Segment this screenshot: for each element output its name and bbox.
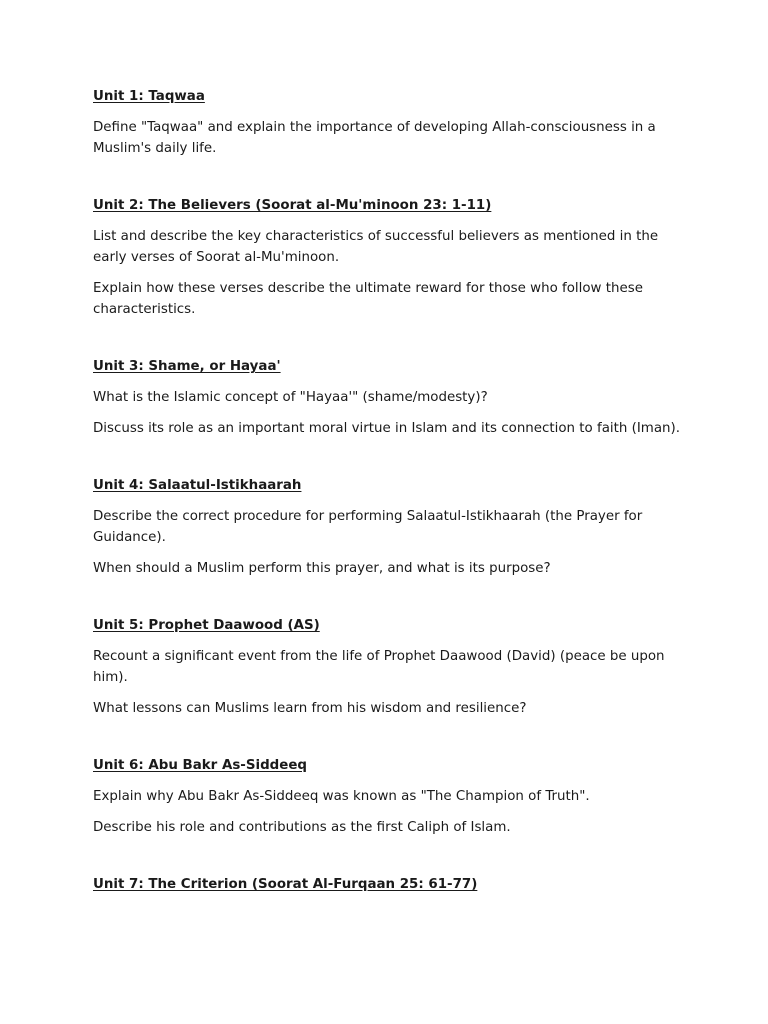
unit-6-section — [93, 756, 683, 838]
question-text: Describe the correct procedure for performing Salaatul-Istikhaarah (the Prayer for Guidance). — [93, 509, 643, 545]
unit-4-section — [93, 476, 683, 579]
question-text: List and describe the key characteristics of successful believers as mentioned in the early verses of Soorat al-Mu'minoon. — [93, 229, 659, 265]
question-text: Explain why Abu Bakr As-Siddeeq was known as "The Champion of Truth". — [93, 789, 590, 804]
unit-heading: Unit 4: Salaatul-Istikhaarah — [93, 478, 302, 493]
question-text: Discuss its role as an important moral virtue in Islam and its connection to faith (Iman). — [93, 421, 681, 436]
unit-7-section — [93, 875, 683, 894]
question-text: What is the Islamic concept of "Hayaa'" (shame/modesty)? — [93, 390, 488, 405]
question-text: What lessons can Muslims learn from his wisdom and resilience? — [93, 701, 527, 716]
question-text: Define "Taqwaa" and explain the importance of developing Allah-consciousness in a Muslim's daily life. — [93, 120, 656, 156]
question-text: Describe his role and contributions as the first Caliph of Islam. — [93, 820, 511, 835]
unit-heading: Unit 3: Shame, or Hayaa' — [93, 359, 281, 374]
question-text: Explain how these verses describe the ultimate reward for those who follow these characteristics. — [93, 281, 643, 317]
unit-3-section — [93, 357, 683, 439]
document-page — [93, 87, 683, 905]
unit-1-section — [93, 87, 683, 159]
unit-heading: Unit 1: Taqwaa — [93, 89, 205, 104]
unit-heading: Unit 7: The Criterion (Soorat Al-Furqaan 25: 61-77) — [93, 877, 478, 892]
unit-5-section — [93, 616, 683, 719]
unit-heading: Unit 5: Prophet Daawood (AS) — [93, 618, 320, 633]
unit-heading: Unit 2: The Believers (Soorat al-Mu'minoon 23: 1-11) — [93, 198, 492, 213]
unit-heading: Unit 6: Abu Bakr As-Siddeeq — [93, 758, 307, 773]
unit-2-section — [93, 196, 683, 320]
question-text: When should a Muslim perform this prayer, and what is its purpose? — [93, 561, 551, 576]
question-text: Recount a significant event from the life of Prophet Daawood (David) (peace be upon him). — [93, 649, 665, 685]
